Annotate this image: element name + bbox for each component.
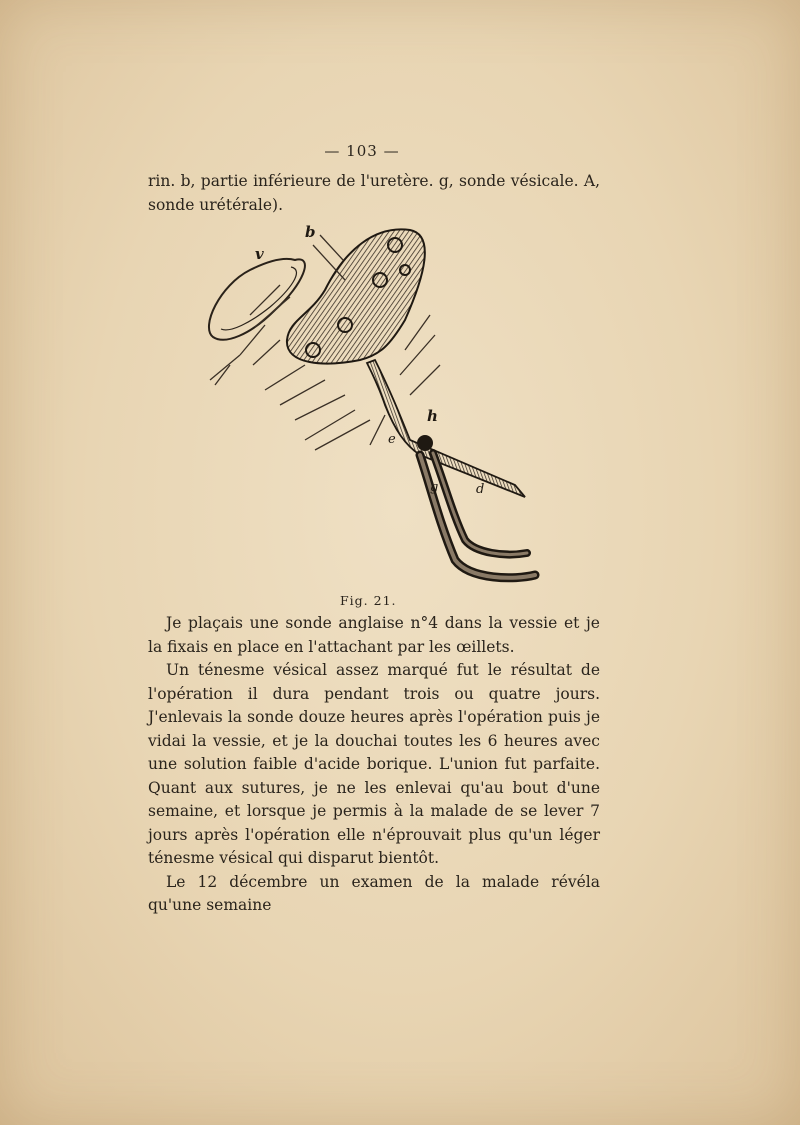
body-text (148, 612, 600, 918)
figure-caption: Fig. 21. (340, 593, 397, 608)
figure-label-e: e (388, 432, 396, 447)
figure-label-h: h (427, 407, 438, 425)
figure-illustration (195, 215, 555, 595)
bladder-mass (287, 229, 425, 363)
paragraph: Le 12 décembre un examen de la malade révéla qu'une semaine (148, 872, 600, 914)
figure-label-b: b (305, 223, 316, 241)
ureter-tube (367, 360, 525, 497)
figure-caption-continuation (148, 170, 600, 217)
figure-label-d: d (476, 482, 485, 497)
anatomical-figure (195, 215, 555, 595)
caption-continuation-text: rin. b, partie inférieure de l'uretère. g, sonde vésicale. A, sonde urétérale). (148, 172, 600, 214)
page-number: — 103 — (324, 142, 400, 160)
figure-label-v: v (255, 245, 264, 263)
paragraph: Je plaçais une sonde anglaise n°4 dans la vessie et je la fixais en place en l'attachant par les œillets. (148, 614, 600, 656)
paragraph: Un ténesme vésical assez marqué fut le résultat de l'opération il dura pendant trois ou quatre jours. J'enlevais la sonde douze heures après l'opération puis je vidai la vessie, et je la douchai toutes les 6 heures avec une solution faible d'acide borique. L'union fut parfaite. Quant aux sutures, je ne les enlevai qu'au bout d'une semaine, et lorsque je permis à la malade de se lever 7 jours après l'opération elle n'éprouvait plus qu'un léger ténesme vésical qui disparut bientôt. (148, 661, 600, 867)
figure-label-g: g (430, 480, 439, 495)
